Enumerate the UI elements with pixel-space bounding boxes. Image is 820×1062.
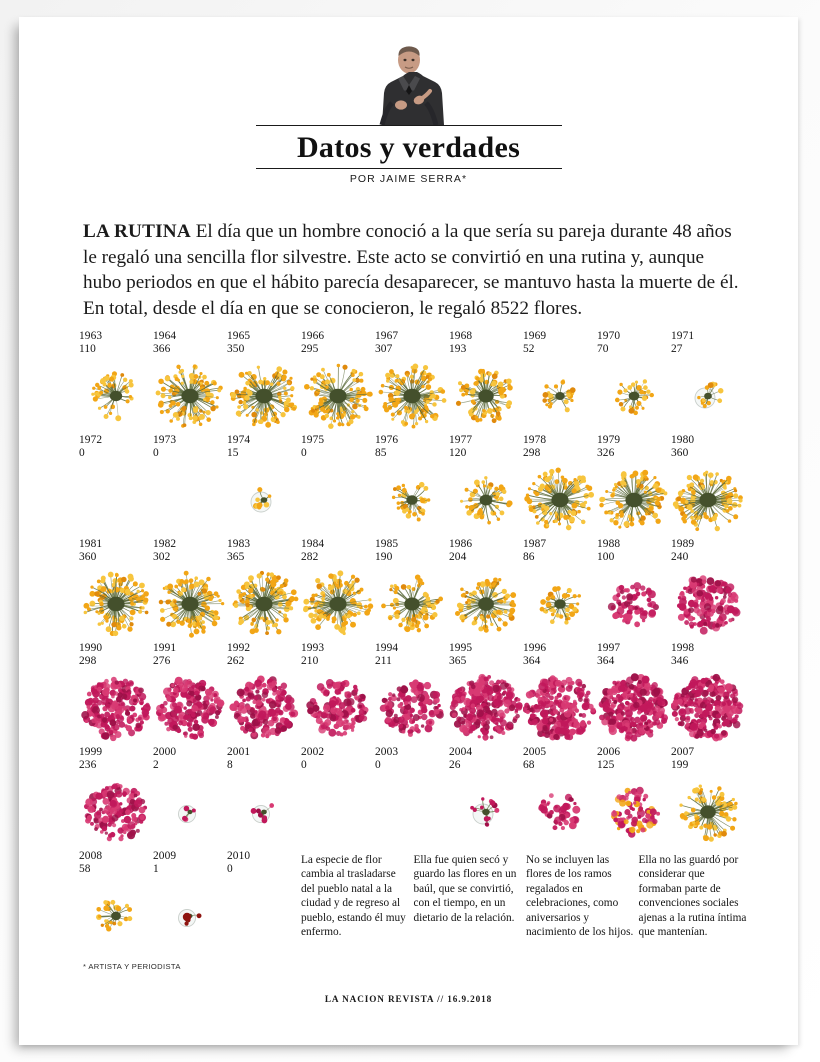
flower-count-value: 210 (301, 654, 319, 667)
bouquet-graphic (523, 669, 597, 748)
year-cell[interactable] (671, 330, 745, 434)
flower-count-value: 2 (153, 758, 159, 771)
flower-count-value: 365 (227, 550, 245, 563)
bouquet-icon (671, 565, 745, 639)
year-label: 1980 (671, 434, 695, 446)
year-cell[interactable] (449, 330, 523, 434)
flower-count-value: 350 (227, 342, 245, 355)
bouquet-icon (449, 773, 523, 847)
bouquet-graphic (523, 461, 597, 540)
bouquet-icon (301, 565, 375, 639)
year-cell[interactable] (597, 642, 671, 746)
bouquet-icon (153, 357, 227, 431)
year-cell[interactable] (671, 434, 745, 538)
bouquet-graphic (523, 357, 597, 436)
bouquet-graphic (597, 461, 671, 540)
bouquet-icon (449, 669, 523, 743)
year-cell[interactable] (671, 642, 745, 746)
year-label: 1982 (153, 538, 177, 550)
brand-byline: POR JAIME SERRA* (349, 172, 468, 185)
year-label: 1986 (449, 538, 473, 550)
bouquet-icon (153, 461, 227, 535)
year-label: 2002 (301, 746, 325, 758)
year-cell[interactable] (449, 434, 523, 538)
year-cell[interactable] (79, 538, 153, 642)
year-label: 1984 (301, 538, 325, 550)
bouquet-graphic (597, 565, 671, 644)
bouquet-icon (227, 461, 301, 535)
year-label: 2000 (153, 746, 177, 758)
year-cell[interactable] (523, 538, 597, 642)
bouquet-graphic (597, 357, 671, 436)
year-label: 1977 (449, 434, 473, 446)
bouquet-icon (671, 773, 745, 847)
year-label: 1994 (375, 642, 399, 654)
year-label: 1972 (79, 434, 103, 446)
lede-paragraph (83, 219, 742, 321)
bouquet-graphic (671, 565, 745, 644)
year-cell[interactable] (597, 434, 671, 538)
bouquet-icon (375, 461, 449, 535)
note-column: Ella fue quien secó y guardo las flores en un baúl, que se convirtió, con el tiempo, en un dietario de la relación. (413, 854, 517, 924)
bouquet-icon (597, 669, 671, 743)
bouquet-graphic (449, 773, 523, 852)
year-label: 1976 (375, 434, 399, 446)
bouquet-icon (301, 773, 375, 847)
year-label: 1965 (227, 330, 251, 342)
year-cell[interactable] (153, 642, 227, 746)
bouquet-icon (153, 877, 227, 951)
notes-columns (301, 853, 751, 939)
year-label: 1993 (301, 642, 325, 654)
flower-count-value: 15 (227, 446, 239, 459)
masthead (19, 17, 798, 185)
bouquet-icon (375, 669, 449, 743)
bouquet-icon (153, 669, 227, 743)
year-cell[interactable] (301, 330, 375, 434)
bouquet-icon (79, 565, 153, 639)
bouquet-graphic (301, 565, 375, 644)
year-label: 1966 (301, 330, 325, 342)
bouquet-icon (671, 669, 745, 743)
year-label: 2005 (523, 746, 547, 758)
flower-count-value: 26 (449, 758, 461, 771)
bouquet-icon (301, 357, 375, 431)
flower-count-value: 0 (227, 862, 233, 875)
flower-count-value: 199 (671, 758, 689, 771)
year-cell[interactable] (153, 538, 227, 642)
flower-count-value: 58 (79, 862, 91, 875)
bouquet-graphic (449, 565, 523, 644)
bouquet-graphic (79, 461, 153, 540)
year-cell[interactable] (301, 642, 375, 746)
bouquet-icon (227, 565, 301, 639)
bouquet-graphic (227, 461, 301, 540)
year-label: 2008 (79, 850, 103, 862)
year-label: 2009 (153, 850, 177, 862)
flower-count-value: 364 (523, 654, 541, 667)
year-cell[interactable] (449, 642, 523, 746)
bouquet-icon (597, 773, 671, 847)
flower-count-value: 193 (449, 342, 467, 355)
bouquet-icon (227, 669, 301, 743)
lede-body: El día que un hombre conoció a la que sería su pareja durante 48 años le regaló una sencilla flor silvestre. Este acto se convirtió en una rutina y, aunque hubo periodos en que el hábito parecía desaparecer, se mantuvo hasta la muerte de él. En total, desde el día en que se conocieron, le regaló 8522 flores. (83, 221, 739, 319)
flower-count-value: 85 (375, 446, 387, 459)
bouquet-graphic (449, 357, 523, 436)
flower-count-value: 1 (153, 862, 159, 875)
magazine-page (19, 17, 798, 1045)
bouquet-graphic (375, 565, 449, 644)
bouquet-graphic (671, 461, 745, 540)
grid-row (79, 538, 751, 642)
year-cell[interactable] (301, 746, 375, 850)
year-label: 1985 (375, 538, 399, 550)
year-cell[interactable] (79, 850, 153, 954)
bouquet-graphic (79, 565, 153, 644)
year-label: 1969 (523, 330, 547, 342)
year-cell[interactable] (375, 434, 449, 538)
flower-count-value: 190 (375, 550, 393, 563)
bouquet-icon (597, 565, 671, 639)
year-label: 1975 (301, 434, 325, 446)
year-label: 1998 (671, 642, 695, 654)
year-label: 1989 (671, 538, 695, 550)
bouquet-graphic (671, 773, 745, 852)
bouquet-icon (301, 461, 375, 535)
year-label: 1963 (79, 330, 103, 342)
year-cell[interactable] (227, 330, 301, 434)
year-cell[interactable] (671, 746, 745, 850)
bouquet-icon (153, 773, 227, 847)
year-cell[interactable] (671, 538, 745, 642)
flower-count-value: 120 (449, 446, 467, 459)
bouquet-icon (79, 877, 153, 951)
bouquet-icon (79, 461, 153, 535)
year-label: 1997 (597, 642, 621, 654)
bouquet-graphic (153, 669, 227, 748)
year-cell[interactable] (597, 746, 671, 850)
publication-colophon: LA NACION REVISTA // 16.9.2018 (324, 994, 493, 1004)
bouquet-graphic (227, 877, 301, 956)
year-cell[interactable] (153, 850, 227, 954)
bouquet-graphic (79, 669, 153, 748)
flower-count-value: 0 (79, 446, 85, 459)
grid-row (79, 746, 751, 850)
bouquet-graphic (79, 877, 153, 956)
flower-count-value: 298 (523, 446, 541, 459)
year-label: 1978 (523, 434, 547, 446)
year-cell[interactable] (301, 434, 375, 538)
year-cell[interactable] (227, 746, 301, 850)
year-cell[interactable] (375, 642, 449, 746)
artist-credit: * ARTISTA Y PERIODISTA (83, 962, 181, 971)
year-label: 2010 (227, 850, 251, 862)
year-label: 2007 (671, 746, 695, 758)
year-label: 1979 (597, 434, 621, 446)
year-label: 1974 (227, 434, 251, 446)
year-label: 2003 (375, 746, 399, 758)
bouquet-icon (523, 461, 597, 535)
bouquet-graphic (227, 357, 301, 436)
bouquet-graphic (375, 669, 449, 748)
bouquet-graphic (153, 461, 227, 540)
flower-count-value: 0 (153, 446, 159, 459)
year-label: 1973 (153, 434, 177, 446)
bouquet-graphic (79, 773, 153, 852)
bouquet-icon (671, 357, 745, 431)
year-label: 1992 (227, 642, 251, 654)
note-column: Ella no las guardó por considerar que formaban parte de convenciones sociales ajenas a la rutina íntima que mantenían. (638, 854, 747, 939)
flower-count-value: 262 (227, 654, 245, 667)
flower-count-value: 110 (79, 342, 96, 355)
year-label: 1991 (153, 642, 177, 654)
flower-count-value: 0 (301, 446, 307, 459)
flower-count-value: 360 (671, 446, 689, 459)
flower-count-value: 326 (597, 446, 615, 459)
bouquet-icon (597, 461, 671, 535)
bouquet-graphic (523, 773, 597, 852)
bouquet-graphic (449, 669, 523, 748)
bouquet-icon (227, 877, 301, 951)
year-cell[interactable] (375, 538, 449, 642)
bouquet-icon (301, 669, 375, 743)
flower-count-value: 0 (375, 758, 381, 771)
portrait-container (19, 42, 798, 125)
year-cell[interactable] (153, 330, 227, 434)
year-label: 1995 (449, 642, 473, 654)
year-label: 1981 (79, 538, 103, 550)
year-cell[interactable] (523, 746, 597, 850)
grid-row (79, 642, 751, 746)
bouquet-graphic (375, 357, 449, 436)
year-cell[interactable] (301, 538, 375, 642)
year-cell[interactable] (375, 330, 449, 434)
year-cell[interactable] (597, 330, 671, 434)
bouquet-graphic (153, 877, 227, 956)
year-cell[interactable] (227, 434, 301, 538)
flower-count-value: 211 (375, 654, 392, 667)
jaime-serra-portrait-icon (374, 43, 444, 125)
bouquet-graphic (301, 669, 375, 748)
flower-count-value: 52 (523, 342, 535, 355)
flower-count-value: 236 (79, 758, 97, 771)
year-cell[interactable] (523, 434, 597, 538)
flower-count-value: 365 (449, 654, 467, 667)
year-cell[interactable] (597, 538, 671, 642)
year-cell[interactable] (227, 850, 301, 954)
year-label: 2006 (597, 746, 621, 758)
year-label: 1996 (523, 642, 547, 654)
year-label: 2004 (449, 746, 473, 758)
flower-count-value: 276 (153, 654, 171, 667)
lede-kicker: LA RUTINA (83, 221, 191, 243)
flower-count-value: 240 (671, 550, 689, 563)
year-cell[interactable] (523, 330, 597, 434)
flower-count-value: 298 (79, 654, 97, 667)
year-cell[interactable] (523, 642, 597, 746)
bouquet-icon (79, 669, 153, 743)
year-cell[interactable] (79, 330, 153, 434)
bouquet-graphic (153, 773, 227, 852)
bouquet-icon (523, 669, 597, 743)
bouquet-graphic (227, 773, 301, 852)
note-column: La especie de flor cambia al trasladarse del pueblo natal a la ciudad y de regreso al pueblo, estando él muy enfermo. (301, 854, 406, 939)
bouquet-graphic (597, 669, 671, 748)
bouquet-icon (79, 357, 153, 431)
bouquet-icon (523, 565, 597, 639)
year-cell[interactable] (449, 538, 523, 642)
bouquet-graphic (301, 357, 375, 436)
bouquet-graphic (449, 461, 523, 540)
bouquet-graphic (523, 565, 597, 644)
bouquet-graphic (671, 669, 745, 748)
year-cell[interactable] (153, 434, 227, 538)
bouquet-graphic (375, 461, 449, 540)
bouquet-icon (375, 773, 449, 847)
year-label: 1964 (153, 330, 177, 342)
bouquet-icon (523, 357, 597, 431)
bouquet-graphic (227, 669, 301, 748)
flower-count-value: 0 (301, 758, 307, 771)
flower-count-value: 8 (227, 758, 233, 771)
bouquet-graphic (301, 461, 375, 540)
flower-count-value: 295 (301, 342, 319, 355)
year-cell[interactable] (79, 642, 153, 746)
bouquet-graphic (153, 357, 227, 436)
bouquet-icon (375, 565, 449, 639)
bouquet-graphic (671, 357, 745, 436)
year-cell[interactable] (227, 538, 301, 642)
bouquet-icon (671, 461, 745, 535)
bouquet-graphic (79, 357, 153, 436)
year-cell[interactable] (79, 746, 153, 850)
year-label: 1967 (375, 330, 399, 342)
year-label: 2001 (227, 746, 251, 758)
flower-count-value: 70 (597, 342, 609, 355)
flower-count-value: 68 (523, 758, 535, 771)
brand-title: Datos y verdades (296, 131, 521, 164)
year-label: 1983 (227, 538, 251, 550)
flower-count-value: 100 (597, 550, 615, 563)
bouquet-icon (449, 461, 523, 535)
bouquet-icon (227, 773, 301, 847)
flower-count-value: 86 (523, 550, 535, 563)
bouquet-icon (227, 357, 301, 431)
flower-count-value: 27 (671, 342, 683, 355)
bouquet-icon (523, 773, 597, 847)
flower-count-value: 282 (301, 550, 319, 563)
bouquet-graphic (301, 773, 375, 852)
flower-count-value: 364 (597, 654, 615, 667)
year-label: 1999 (79, 746, 103, 758)
flower-count-value: 360 (79, 550, 97, 563)
grid-row (79, 330, 751, 434)
note-column: No se incluyen las flores de los ramos regalados en celebraciones, como aniversarios y nacimiento de los hijos. (526, 854, 634, 939)
grid-row (79, 434, 751, 538)
flower-count-value: 302 (153, 550, 171, 563)
flower-count-value: 366 (153, 342, 171, 355)
flower-count-value: 346 (671, 654, 689, 667)
year-label: 1988 (597, 538, 621, 550)
year-cell[interactable] (375, 746, 449, 850)
masthead-rule-bottom (256, 168, 562, 169)
flower-count-value: 125 (597, 758, 615, 771)
year-label: 1987 (523, 538, 547, 550)
bouquet-graphic (597, 773, 671, 852)
bouquet-graphic (153, 565, 227, 644)
year-cell[interactable] (449, 746, 523, 850)
bouquet-icon (375, 357, 449, 431)
bouquet-icon (597, 357, 671, 431)
bouquet-icon (79, 773, 153, 847)
year-label: 1971 (671, 330, 695, 342)
bouquet-graphic (375, 773, 449, 852)
year-label: 1990 (79, 642, 103, 654)
bouquet-icon (449, 357, 523, 431)
flower-count-value: 204 (449, 550, 467, 563)
flower-count-value: 307 (375, 342, 393, 355)
bouquet-icon (153, 565, 227, 639)
year-label: 1968 (449, 330, 473, 342)
bouquet-graphic (227, 565, 301, 644)
year-cell[interactable] (227, 642, 301, 746)
bouquet-icon (449, 565, 523, 639)
year-cell[interactable] (79, 434, 153, 538)
year-cell[interactable] (153, 746, 227, 850)
year-label: 1970 (597, 330, 621, 342)
